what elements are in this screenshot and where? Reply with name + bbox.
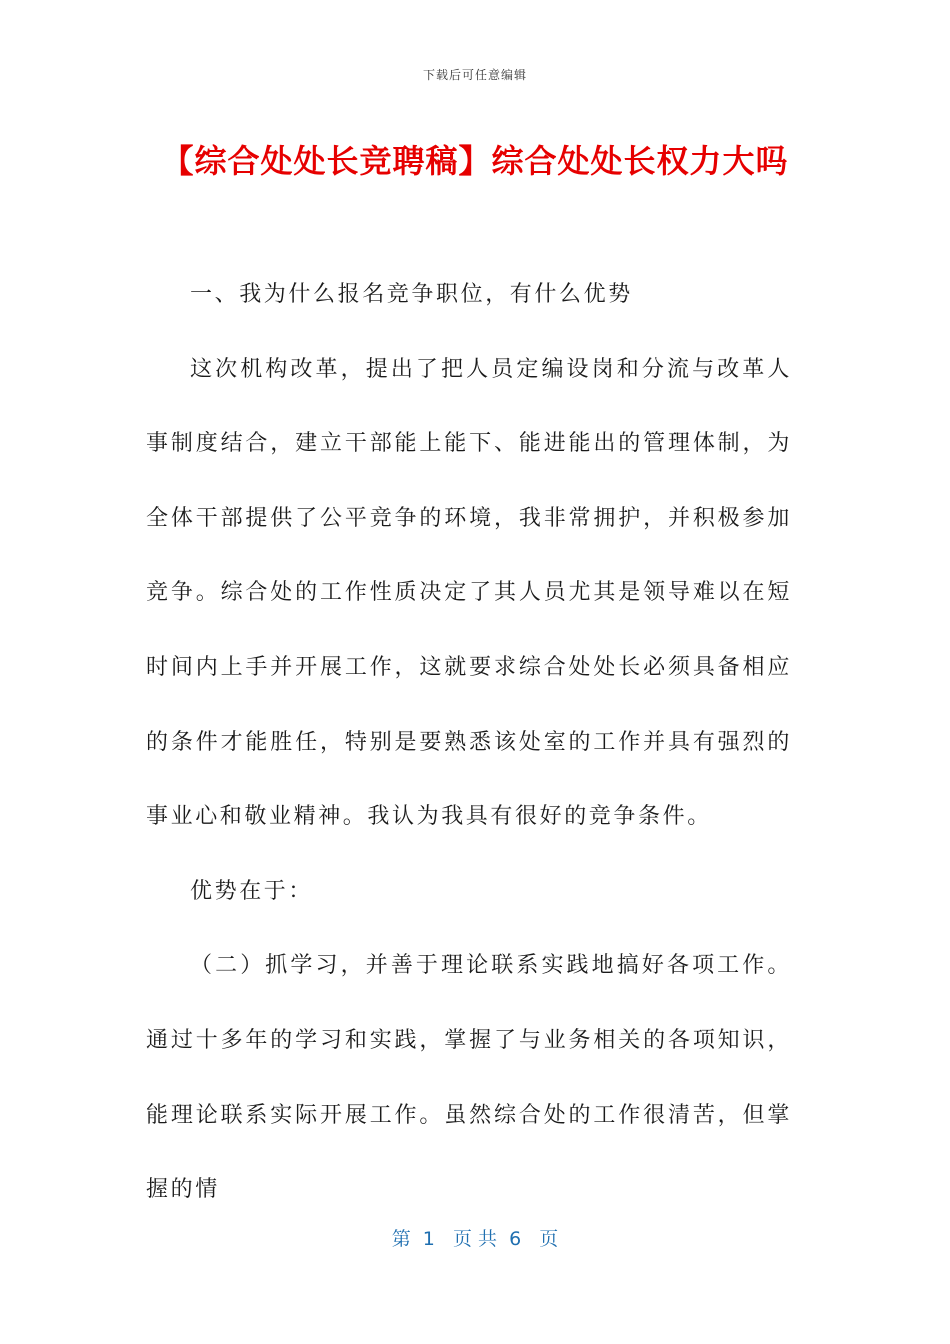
page-number: 第 1 页 共 6 页 <box>391 1228 559 1250</box>
paragraph-study: （二）抓学习，并善于理论联系实践地搞好各项工作。通过十多年的学习和实践，掌握了与业务相关的各项知识，能理论联系实际开展工作。虽然综合处的工作很清苦，但掌握的情 <box>146 953 792 1203</box>
document-title: 【综合处处长竞聘稿】综合处处长权力大吗 <box>161 142 789 180</box>
document-body <box>146 258 792 1228</box>
paragraph-reform: 这次机构改革，提出了把人员定编设岗和分流与改革人事制度结合，建立干部能上能下、能进能出的管理体制，为全体干部提供了公平竞争的环境，我非常拥护，并积极参加竞争。综合处的工作性质决定了其人员尤其是领导难以在短时间内上手并开展工作，这就要求综合处处长必须具备相应的条件才能胜任，特别是要熟悉该处室的工作并具有强烈的事业心和敬业精神。我认为我具有很好的竞争条件。 <box>146 356 792 830</box>
paragraph-advantages-intro: 优势在于： <box>190 878 314 904</box>
header-note: 下载后可任意编辑 <box>422 68 527 82</box>
paragraph-section-heading: 一、我为什么报名竞争职位，有什么优势 <box>190 282 633 307</box>
